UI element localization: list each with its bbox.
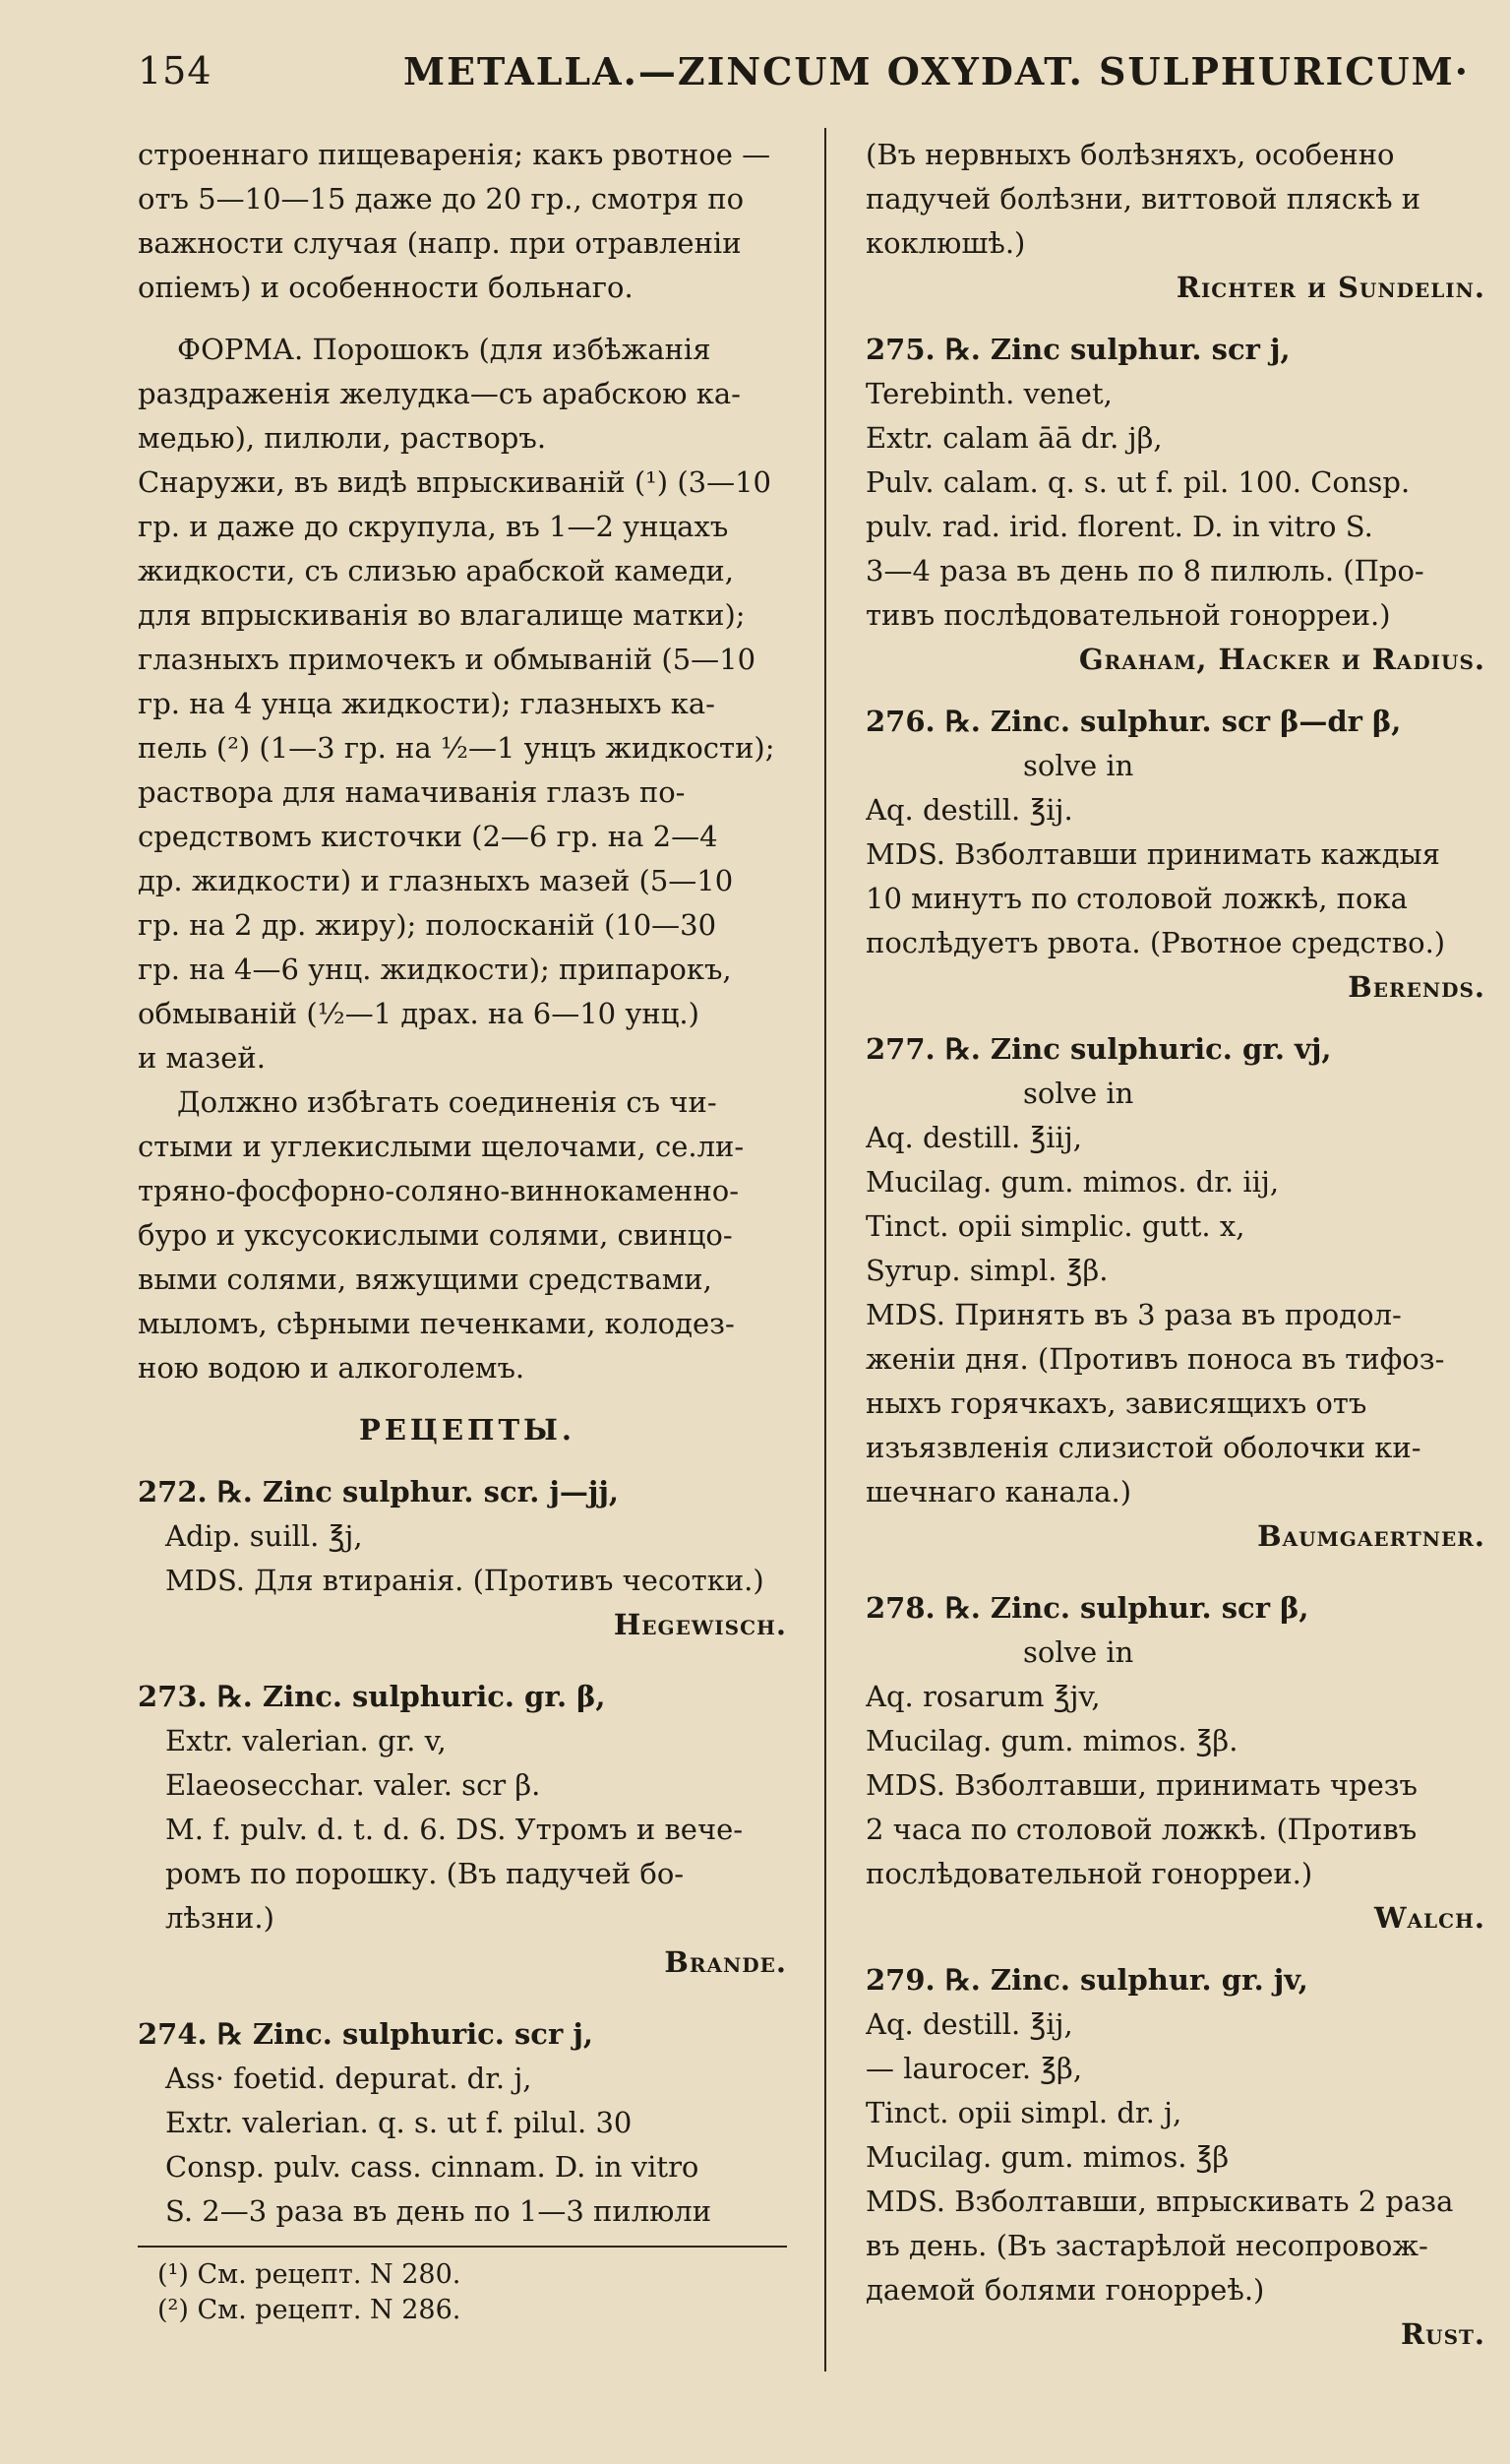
spacer xyxy=(138,1452,797,1470)
text-line: Terebinth. venet, xyxy=(866,377,1113,410)
text-line: РЕЦЕПТЫ. xyxy=(359,1413,575,1447)
footnote: (²) См. рецепт. N 286. xyxy=(157,2295,461,2325)
text-line: коклюшѣ.) xyxy=(866,226,1026,260)
text-line: Pulv. calam. q. s. ut f. pil. 100. Consp. xyxy=(866,465,1411,499)
text-line: 273. ℞. Zinc. sulphuric. gr. β, xyxy=(138,1680,606,1713)
spacer xyxy=(138,310,797,328)
text-line: 2 часа по столовой ложкѣ. (Противъ xyxy=(866,1813,1418,1846)
text-line: даемой болями гонорреѣ.) xyxy=(866,2273,1265,2307)
footnote: (¹) См. рецепт. N 280. xyxy=(157,2259,461,2290)
text-line: ною водою и алкоголемъ. xyxy=(138,1351,525,1385)
text-line: Снаружи, въ видѣ впрыскиваній (¹) (3—10 xyxy=(138,465,771,499)
text-line: глазныхъ примочекъ и обмываній (5—10 xyxy=(138,643,756,676)
text-line: опіемъ) и особенности больнаго. xyxy=(138,271,634,304)
text-line: отъ 5—10—15 даже до 20 гр., смотря по xyxy=(138,182,745,216)
text-line: Baumgaertner. xyxy=(1257,1519,1485,1553)
text-line: MDS. Взболтавши, принимать чрезъ xyxy=(866,1768,1419,1802)
text-line: раздраженія желудка—съ арабскою ка- xyxy=(138,377,741,410)
text-line: и мазей. xyxy=(138,1041,266,1075)
text-line: 275. ℞. Zinc sulphur. scr j, xyxy=(866,333,1291,366)
text-line: пель (²) (1—3 гр. на ½—1 унцъ жидкости); xyxy=(138,731,775,765)
text-line: MDS. Взболтавши принимать каждыя xyxy=(866,837,1440,871)
text-line: solve in xyxy=(1023,1077,1134,1110)
text-line: 10 минутъ по столовой ложкѣ, пока xyxy=(866,882,1408,915)
text-line: Syrup. simpl. ℥β. xyxy=(866,1254,1109,1287)
text-line: MDS. Принять въ 3 раза въ продол- xyxy=(866,1298,1402,1331)
text-line: средствомъ кисточки (2—6 гр. на 2—4 xyxy=(138,820,718,853)
text-line: Berends. xyxy=(1348,970,1485,1004)
text-line: женіи дня. (Противъ поноса въ тифоз- xyxy=(866,1342,1445,1376)
text-line: Extr. valerian. gr. v, xyxy=(165,1724,447,1757)
text-line: Aq. rosarum ℥jv, xyxy=(866,1680,1101,1713)
text-line: стыми и углекислыми щелочами, се.ли- xyxy=(138,1130,745,1163)
text-line: Brande. xyxy=(664,1945,787,1979)
text-line: въ день. (Въ застарѣлой несопровож- xyxy=(866,2229,1428,2262)
spacer xyxy=(866,682,1495,700)
spacer xyxy=(866,1559,1495,1586)
text-line: обмываній (½—1 драх. на 6—10 унц.) xyxy=(138,997,699,1030)
spacer xyxy=(138,1390,797,1408)
text-line: Extr. calam āā dr. jβ, xyxy=(866,421,1163,455)
page-number: 154 xyxy=(138,49,212,92)
text-line: шечнаго канала.) xyxy=(866,1475,1132,1509)
text-line: Tinct. opii simpl. dr. j, xyxy=(866,2096,1182,2129)
text-line: лѣзни.) xyxy=(165,1901,274,1935)
text-line: Richter и Sundelin. xyxy=(1176,271,1485,304)
text-line: S. 2—3 раза въ день по 1—3 пилюли xyxy=(165,2194,712,2228)
text-line: Elaeosecchar. valer. scr β. xyxy=(165,1768,541,1802)
text-line: Walch. xyxy=(1373,1901,1485,1935)
text-line: тивъ послѣдовательной гонорреи.) xyxy=(866,598,1391,632)
text-line: pulv. rad. irid. florent. D. in vitro S. xyxy=(866,510,1373,543)
text-line: ФОРМА. Порошокъ (для избѣжанія xyxy=(177,333,711,366)
text-line: Hegewisch. xyxy=(613,1608,787,1641)
text-line: строеннаго пищеваренія; какъ рвотное — xyxy=(138,138,771,171)
left-column xyxy=(138,133,797,2328)
spacer xyxy=(866,1010,1495,1027)
text-line: изъязвленія слизистой оболочки ки- xyxy=(866,1431,1421,1464)
text-line: Должно избѣгать соединенія съ чи- xyxy=(177,1085,717,1119)
text-line: гр. на 4 унца жидкости); глазныхъ ка- xyxy=(138,687,715,720)
text-line: Aq. destill. ℥ij, xyxy=(866,2007,1073,2041)
text-line: Mucilag. gum. mimos. dr. iij, xyxy=(866,1165,1280,1199)
text-line: для впрыскиванія во влагалище матки); xyxy=(138,598,746,632)
text-line: MDS. Для втиранія. (Противъ чесотки.) xyxy=(165,1564,764,1597)
text-line: раствора для намачиванія глазъ по- xyxy=(138,775,686,809)
text-line: 276. ℞. Zinc. sulphur. scr β—dr β, xyxy=(866,705,1402,738)
text-line: M. f. pulv. d. t. d. 6. DS. Утромъ и вече- xyxy=(165,1813,744,1846)
text-line: Consp. pulv. cass. cinnam. D. in vitro xyxy=(165,2150,699,2184)
text-line: 274. ℞ Zinc. sulphuric. scr j, xyxy=(138,2017,593,2051)
spacer xyxy=(138,1647,797,1675)
text-line: Mucilag. gum. mimos. ℥β. xyxy=(866,1724,1238,1757)
text-line: solve in xyxy=(1023,1635,1134,1669)
text-line: Rust. xyxy=(1401,2317,1485,2351)
text-line: Graham, Hacker и Radius. xyxy=(1078,643,1485,676)
right-column xyxy=(866,133,1495,2357)
text-line: Tinct. opii simplic. gutt. x, xyxy=(866,1209,1245,1243)
text-line: — laurocer. ℥β, xyxy=(866,2052,1083,2085)
text-line: гр. и даже до скрупула, въ 1—2 унцахъ xyxy=(138,510,729,543)
footnote-rule xyxy=(138,2246,787,2248)
text-line: Ass· foetid. depurat. dr. j, xyxy=(165,2062,532,2095)
text-line: гр. на 2 др. жиру); полосканій (10—30 xyxy=(138,908,717,942)
text-line: Mucilag. gum. mimos. ℥β xyxy=(866,2140,1230,2174)
text-line: послѣдуетъ рвота. (Рвотное средство.) xyxy=(866,926,1446,959)
text-line: Adip. suill. ℥j, xyxy=(165,1519,363,1553)
text-line: др. жидкости) и глазныхъ мазей (5—10 xyxy=(138,864,734,897)
text-line: Aq. destill. ℥ij. xyxy=(866,793,1073,827)
text-line: падучей болѣзни, виттовой пляскѣ и xyxy=(866,182,1421,216)
spacer xyxy=(866,1940,1495,1958)
text-line: медью), пилюли, растворъ. xyxy=(138,421,547,455)
text-line: буро и уксусокислыми солями, свинцо- xyxy=(138,1218,733,1252)
text-line: тряно-фосфорно-соляно-виннокаменно- xyxy=(138,1174,740,1207)
text-line: solve in xyxy=(1023,749,1134,782)
text-line: 272. ℞. Zinc sulphur. scr. j—jj, xyxy=(138,1475,619,1509)
spacer xyxy=(866,310,1495,328)
text-line: ныхъ горячкахъ, зависящихъ отъ xyxy=(866,1386,1367,1420)
text-line: жидкости, съ слизью арабской камеди, xyxy=(138,554,734,587)
text-line: гр. на 4—6 унц. жидкости); припарокъ, xyxy=(138,953,732,986)
text-line: MDS. Взболтавши, впрыскивать 2 раза xyxy=(866,2185,1454,2218)
text-line: выми солями, вяжущими средствами, xyxy=(138,1263,712,1296)
page-header xyxy=(138,49,1485,108)
text-line: важности случая (напр. при отравленіи xyxy=(138,226,742,260)
text-line: 278. ℞. Zinc. sulphur. scr β, xyxy=(866,1591,1309,1625)
text-line: Extr. valerian. q. s. ut f. pilul. 30 xyxy=(165,2106,633,2139)
column-divider xyxy=(824,128,826,2372)
text-line: (Въ нервныхъ болѣзняхъ, особенно xyxy=(866,138,1395,171)
text-line: мыломъ, сѣрными печенками, колодез- xyxy=(138,1307,735,1340)
text-line: 279. ℞. Zinc. sulphur. gr. jv, xyxy=(866,1963,1308,1997)
text-line: Aq. destill. ℥iij, xyxy=(866,1121,1082,1154)
running-head: METALLA.—ZINCUM OXYDAT. SULPHURICUM· xyxy=(403,49,1470,93)
text-line: 3—4 раза въ день по 8 пилюль. (Про- xyxy=(866,554,1424,587)
text-line: ромъ по порошку. (Въ падучей бо- xyxy=(165,1857,685,1890)
text-line: послѣдовательной гонорреи.) xyxy=(866,1857,1313,1890)
spacer xyxy=(138,1985,797,2012)
text-line: 277. ℞. Zinc sulphuric. gr. vj, xyxy=(866,1032,1332,1066)
